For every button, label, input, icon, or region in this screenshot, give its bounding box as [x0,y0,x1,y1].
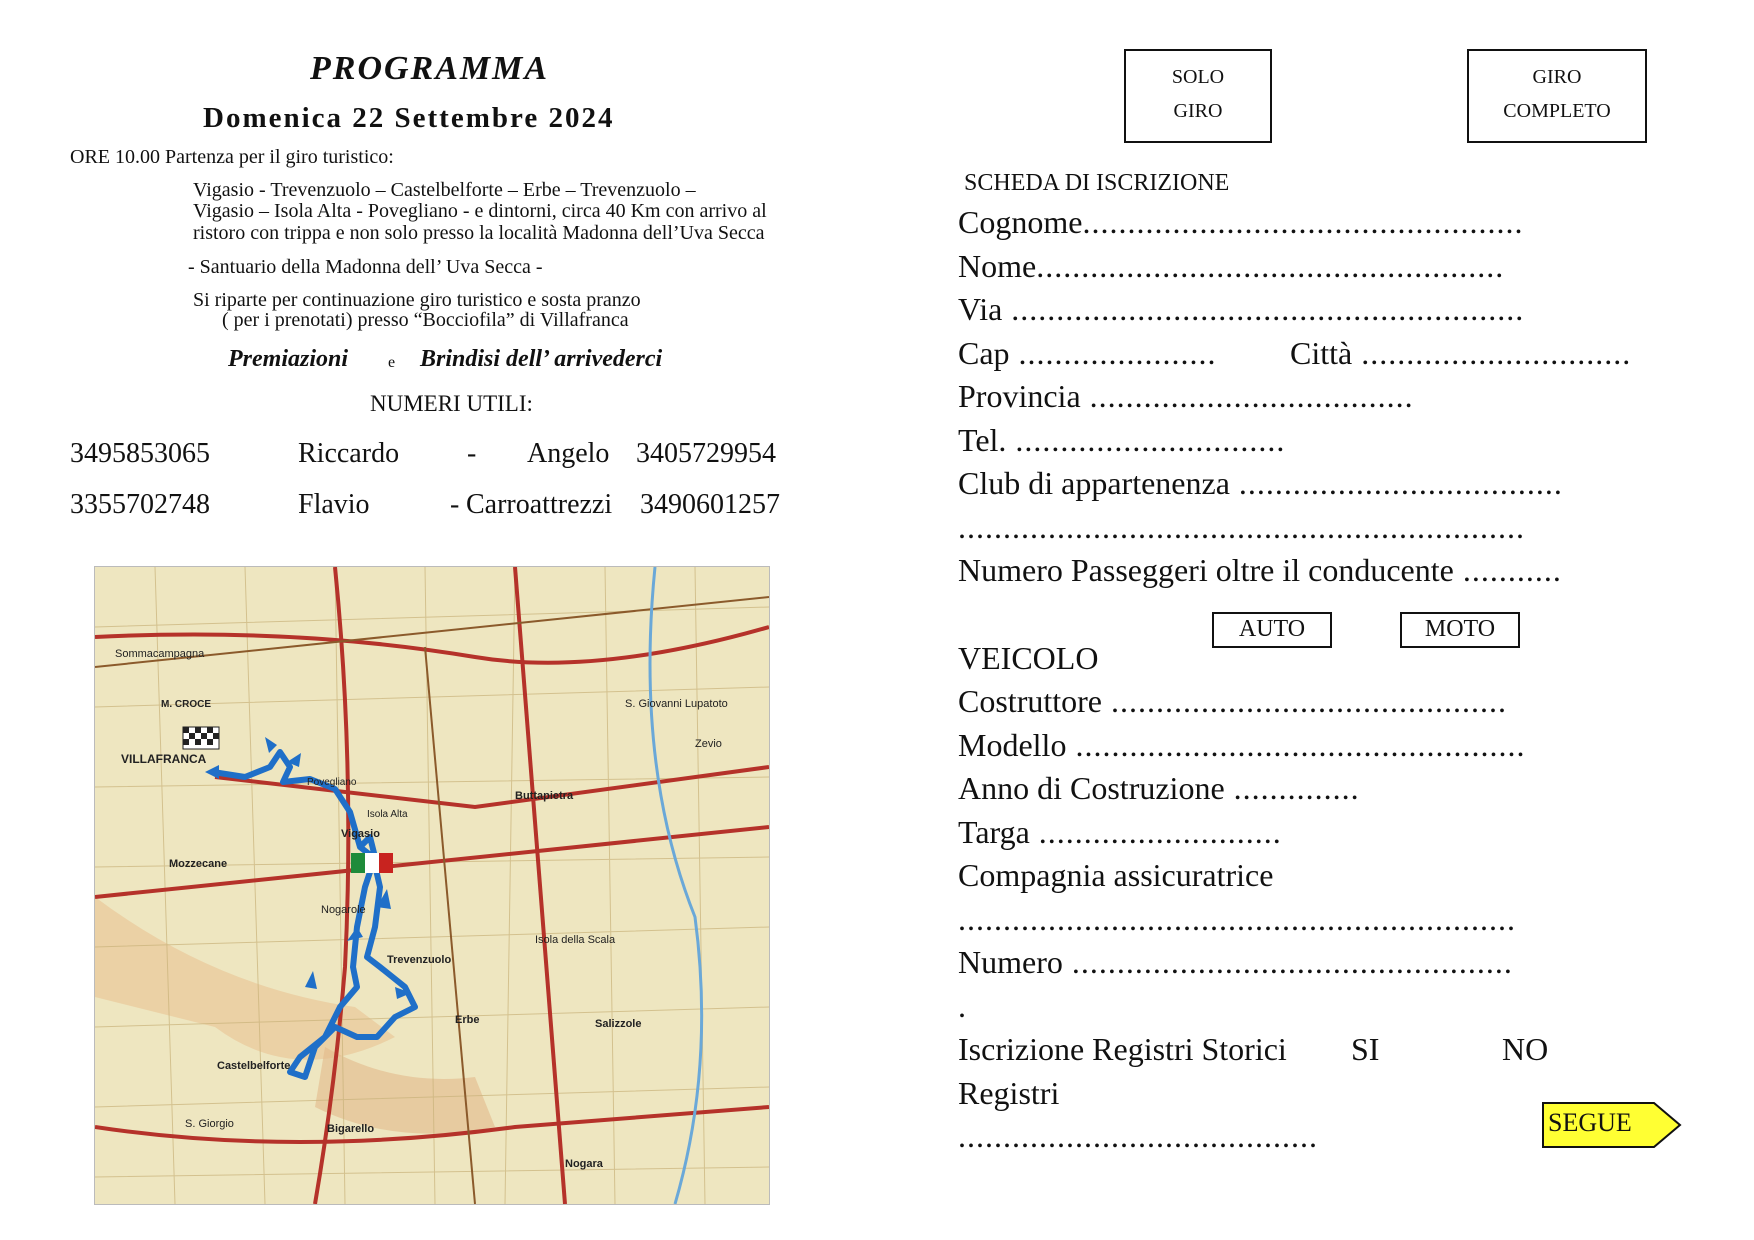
contact-name: Angelo [527,438,610,469]
map-label: Povegliano [307,777,357,788]
useful-numbers-heading: NUMERI UTILI: [370,391,533,416]
field-label: Costruttore [958,683,1102,719]
contact-name: Carroattrezzi [466,489,613,520]
field-citta[interactable] [1290,335,1631,371]
field-label: Cap [958,335,1010,371]
map-label: Nogarole [321,904,366,916]
option-no[interactable]: NO [1502,1031,1549,1067]
field-numero[interactable] [958,944,1513,980]
vehicle-heading: VEICOLO [958,640,1099,676]
field-compagnia[interactable] [958,857,1273,893]
field-dots: .................................................. [1066,727,1526,763]
giro-completo-label: GIRO [1532,66,1582,88]
contact-separator: - [450,489,460,520]
field-label: Numero Passeggeri oltre il conducente [958,552,1454,588]
field-numero-continued: . [958,988,966,1024]
field-club-continued[interactable] [958,509,1525,545]
finish-flag-icon [183,727,219,749]
program-date: Domenica 22 Settembre 2024 [203,102,615,134]
field-dots: ................................................. [1082,204,1524,240]
solo-giro-label: GIRO [1173,100,1223,122]
field-dots: ........... [1453,552,1562,588]
field-cognome[interactable] [958,204,1523,240]
field-registri: Registri [958,1075,1060,1111]
contact-name: Riccardo [298,438,400,469]
map-label: Erbe [455,1014,480,1026]
field-dots: .............................. [1352,335,1632,371]
map-label: S. Giovanni Lupatoto [625,698,728,710]
field-dots: ........................................ [958,1118,1318,1154]
auto-label: AUTO [1238,616,1306,642]
map-label: S. Giorgio [185,1118,234,1130]
program-and: e [388,354,396,371]
contact-name: Flavio [298,489,370,520]
field-tel[interactable] [958,422,1285,458]
program-route-line: Vigasio - Trevenzuolo – Castelbelforte – Erbe – Trevenzuolo – [193,179,696,201]
program-route-line: Vigasio – Isola Alta - Povegliano - e dintorni, circa 40 Km con arrivo al [193,200,767,222]
field-label: Nome [958,248,1037,284]
field-label: Provincia [958,378,1081,414]
map-label: Isola della Scala [535,934,616,946]
map-label: Isola Alta [367,809,408,820]
italian-flag-icon [351,853,393,873]
phone-number: 3490601257 [640,489,780,520]
moto-checkbox[interactable] [1400,612,1520,648]
program-title: PROGRAMMA [310,50,550,87]
field-dots: .............................................................. [958,901,1516,937]
field-passeggeri[interactable] [958,552,1562,588]
field-compagnia-continued[interactable] [958,901,1516,937]
field-dots: ............................................................... [958,509,1525,545]
map-label: Bigarello [327,1123,375,1135]
field-dots: .................................... [1080,378,1414,414]
field-label: Cognome [958,204,1083,240]
field-anno[interactable] [958,770,1360,806]
field-dots: ...................... [1009,335,1217,371]
program-lunch-line: Si riparte per continuazione giro turistico e sosta pranzo [193,289,641,311]
route-map-svg [95,567,769,1204]
map-label: Nogara [565,1158,603,1170]
phone-number: 3355702748 [70,489,210,520]
moto-label: MOTO [1424,616,1496,642]
map-label: Mozzecane [169,858,228,870]
field-provincia[interactable] [958,378,1414,414]
contact-separator: - [467,438,477,469]
solo-giro-label: SOLO [1171,66,1225,88]
field-label: Club di appartenenza [958,465,1230,501]
program-brindisi: Brindisi dell’ arrivederci [420,346,663,372]
map-label: Trevenzuolo [387,954,452,966]
field-label: Modello [958,727,1067,763]
field-costruttore[interactable] [958,683,1507,719]
form-heading: SCHEDA DI ISCRIZIONE [964,170,1230,196]
map-label: Zevio [695,738,722,750]
field-label: Tel. [958,422,1007,458]
field-label: Città [1290,335,1353,371]
field-dots: ........................... [1029,814,1282,850]
map-label: Buttapietra [515,790,574,802]
giro-completo-label: COMPLETO [1503,100,1611,122]
program-lunch-line: ( per i prenotati) presso “Bocciofila” di Villafranca [222,309,629,331]
field-dots: ............................................ [1101,683,1507,719]
program-start: ORE 10.00 Partenza per il giro turistico: [70,146,394,168]
field-via[interactable] [958,291,1524,327]
map-label: Castelbelforte [217,1060,291,1072]
segue-label: SEGUE [1548,1108,1632,1137]
field-dots: .............................. [1006,422,1286,458]
phone-number: 3495853065 [70,438,210,469]
field-club[interactable] [958,465,1563,501]
map-label: Sommacampagna [115,648,205,660]
field-label: Via [958,291,1003,327]
map-label: VILLAFRANCA [121,752,207,766]
auto-checkbox[interactable] [1212,612,1332,648]
option-si[interactable]: SI [1351,1031,1380,1067]
field-registri-continued[interactable] [958,1118,1318,1154]
field-label: Anno di Costruzione [958,770,1225,806]
field-label: Numero [958,944,1063,980]
field-targa[interactable] [958,814,1282,850]
map-label: Salizzole [595,1018,642,1030]
field-label: Targa [958,814,1030,850]
field-registri-storici: Iscrizione Registri Storici [958,1031,1287,1067]
route-map [94,566,770,1205]
field-dots: ......................................................... [1002,291,1525,327]
map-label: Vigasio [341,828,380,840]
field-cap[interactable] [958,335,1217,371]
field-dots: ................................................. [1062,944,1513,980]
phone-number: 3405729954 [636,438,776,469]
field-dots: .................................................... [1036,248,1505,284]
program-route-line: ristoro con trippa e non solo presso la località Madonna dell’Uva Secca [193,222,765,244]
giro-completo-checkbox[interactable] [1467,49,1647,143]
field-nome[interactable] [958,248,1504,284]
field-modello[interactable] [958,727,1525,763]
program-sanctuary: - Santuario della Madonna dell’ Uva Secca - [188,256,543,278]
field-dots: .................................... [1229,465,1563,501]
map-label: M. CROCE [161,699,211,710]
program-premiazioni: Premiazioni [228,346,349,372]
solo-giro-checkbox[interactable] [1124,49,1272,143]
field-label: Compagnia assicuratrice [958,857,1274,893]
field-dots: .............. [1224,770,1360,806]
